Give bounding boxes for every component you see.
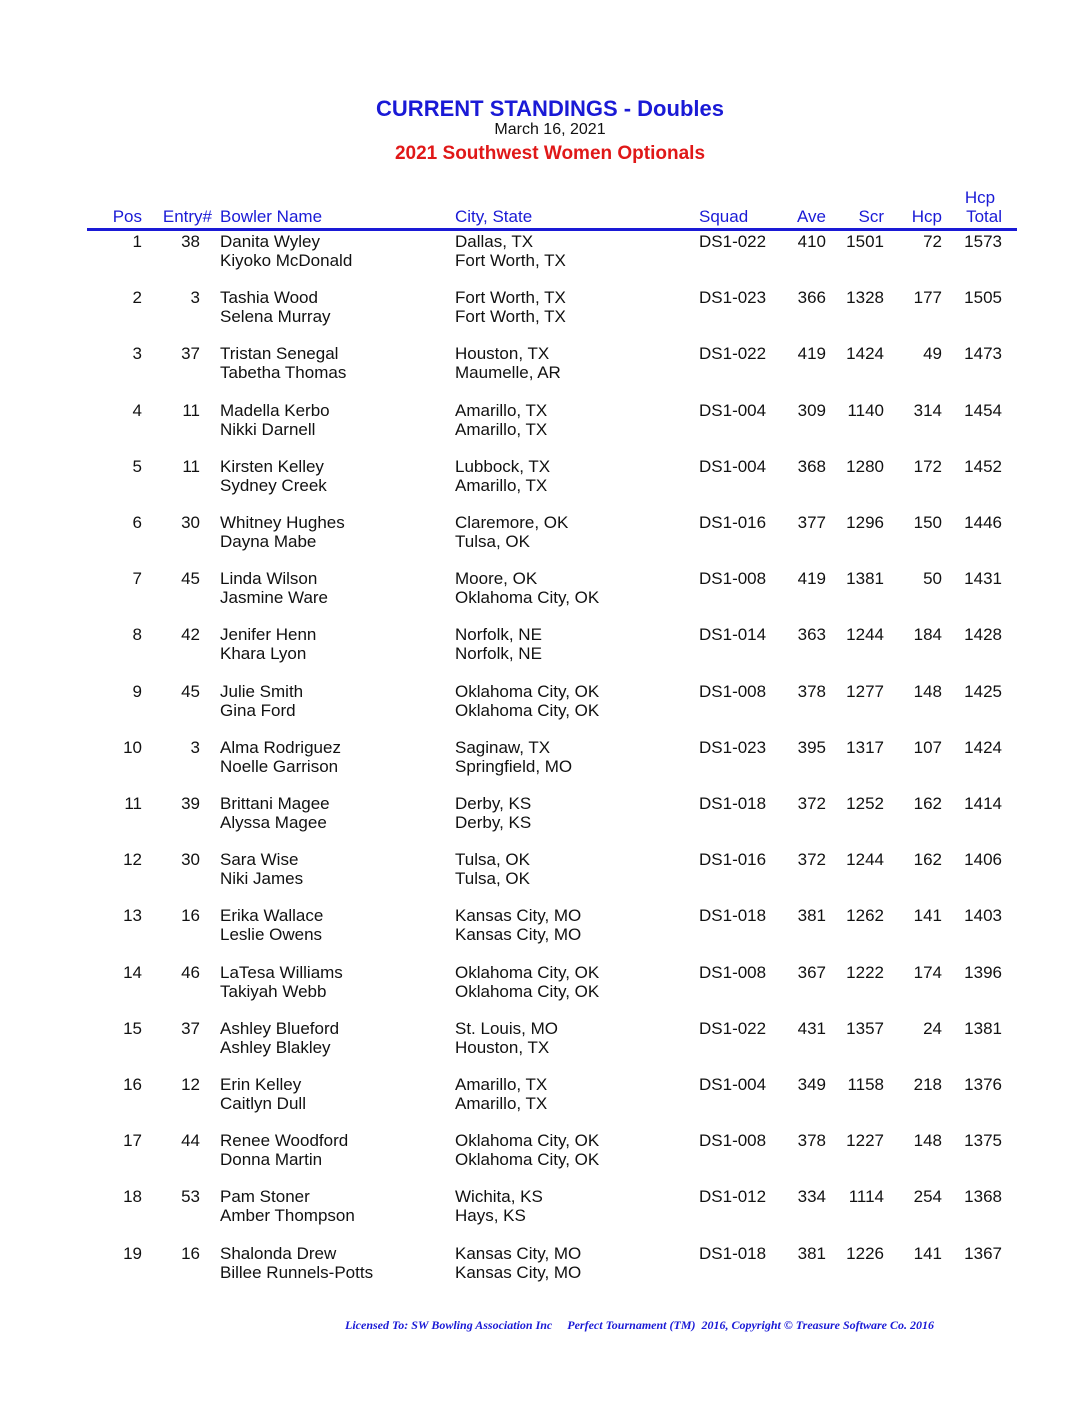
cell-entry: 3 xyxy=(190,737,200,757)
cell-city: Oklahoma City, OK xyxy=(455,962,600,982)
header-pos: Pos xyxy=(112,207,142,226)
cell-name: Billee Runnels-Potts xyxy=(220,1262,374,1282)
cell-scr: 1227 xyxy=(846,1131,884,1151)
cell-total: 1403 xyxy=(964,906,1002,926)
footer-licensed: Licensed To: SW Bowling Association Inc xyxy=(345,1318,553,1332)
cell-city: Fort Worth, TX xyxy=(455,251,566,270)
cell-total: 1425 xyxy=(964,681,1002,701)
cell-scr: 1317 xyxy=(846,737,884,757)
cell-city: Kansas City, MO xyxy=(455,1262,582,1282)
cell-pos: 19 xyxy=(123,1243,142,1263)
cell-city: Claremore, OK xyxy=(455,513,569,532)
cell-scr: 1357 xyxy=(846,1018,884,1038)
cell-scr: 1381 xyxy=(846,569,884,589)
header-scr: Scr xyxy=(858,207,884,226)
cell-scr: 1296 xyxy=(846,513,884,532)
cell-hcp: 314 xyxy=(913,400,942,420)
cell-name: Danita Wyley xyxy=(220,232,320,251)
cell-total: 1573 xyxy=(964,232,1002,251)
cell-total: 1454 xyxy=(964,400,1002,420)
cell-entry: 11 xyxy=(182,456,200,476)
cell-name: LaTesa Williams xyxy=(220,962,343,982)
cell-ave: 368 xyxy=(797,456,826,476)
cell-squad: DS1-016 xyxy=(699,850,767,870)
cell-scr: 1328 xyxy=(846,288,884,308)
cell-city: Amarillo, TX xyxy=(455,419,548,439)
cell-total: 1505 xyxy=(964,288,1002,308)
cell-ave: 377 xyxy=(797,513,826,532)
cell-ave: 309 xyxy=(797,400,826,420)
cell-name: Tashia Wood xyxy=(220,288,318,308)
cell-name: Whitney Hughes xyxy=(220,513,345,532)
event-name: 2021 Southwest Women Optionals xyxy=(394,143,706,164)
cell-pos: 3 xyxy=(132,344,142,364)
cell-city: Amarillo, TX xyxy=(455,475,548,495)
cell-city: Oklahoma City, OK xyxy=(455,981,600,1001)
cell-entry: 44 xyxy=(181,1131,200,1151)
cell-ave: 363 xyxy=(797,625,826,645)
cell-total: 1368 xyxy=(964,1187,1002,1207)
cell-name: Caitlyn Dull xyxy=(220,1094,306,1113)
cell-name: Leslie Owens xyxy=(220,925,323,945)
cell-pos: 17 xyxy=(123,1131,142,1151)
cell-city: Kansas City, MO xyxy=(455,1243,582,1263)
cell-ave: 419 xyxy=(797,569,826,589)
cell-pos: 11 xyxy=(124,794,142,813)
cell-pos: 15 xyxy=(123,1018,142,1038)
cell-entry: 45 xyxy=(181,569,200,589)
cell-entry: 30 xyxy=(181,850,200,870)
cell-pos: 4 xyxy=(132,400,142,420)
cell-city: Hays, KS xyxy=(455,1206,526,1226)
cell-hcp: 50 xyxy=(923,569,942,589)
header-hcp: Hcp xyxy=(911,207,942,226)
cell-hcp: 174 xyxy=(913,962,942,982)
cell-scr: 1140 xyxy=(847,400,884,420)
cell-entry: 46 xyxy=(181,962,200,982)
cell-scr: 1277 xyxy=(846,681,884,701)
cell-name: Noelle Garrison xyxy=(220,756,339,776)
cell-hcp: 141 xyxy=(913,906,942,926)
cell-city: Fort Worth, TX xyxy=(455,288,566,308)
cell-total: 1406 xyxy=(964,850,1002,870)
header-city-state: City, State xyxy=(455,207,533,226)
cell-ave: 381 xyxy=(797,1243,826,1263)
cell-city: Amarillo, TX xyxy=(455,1075,548,1094)
cell-squad: DS1-016 xyxy=(699,513,767,532)
footer-copyright: Perfect Tournament (TM) 2016, Copyright © Treasure Software Co. 2016 xyxy=(567,1318,935,1332)
header-divider xyxy=(87,228,1017,231)
cell-entry: 37 xyxy=(181,1018,200,1038)
cell-pos: 16 xyxy=(123,1075,142,1094)
header-hcp-total-top: Hcp xyxy=(964,188,996,207)
cell-city: Houston, TX xyxy=(455,1037,550,1057)
cell-entry: 11 xyxy=(182,400,200,420)
header-bowler-name: Bowler Name xyxy=(220,207,323,226)
cell-ave: 419 xyxy=(797,344,826,364)
cell-ave: 372 xyxy=(797,850,826,870)
cell-pos: 12 xyxy=(123,850,142,870)
cell-city: Kansas City, MO xyxy=(455,906,582,926)
cell-squad: DS1-008 xyxy=(699,962,767,982)
cell-name: Kiyoko McDonald xyxy=(220,251,353,270)
cell-entry: 16 xyxy=(181,906,200,926)
page-title: CURRENT STANDINGS - Doubles xyxy=(376,96,724,121)
cell-pos: 18 xyxy=(123,1187,142,1207)
cell-pos: 13 xyxy=(123,906,142,926)
cell-city: Norfolk, NE xyxy=(455,644,542,664)
cell-squad: DS1-008 xyxy=(699,569,767,589)
cell-pos: 7 xyxy=(132,569,142,589)
cell-squad: DS1-012 xyxy=(699,1187,767,1207)
footer xyxy=(345,1318,934,1333)
cell-name: Sara Wise xyxy=(220,850,299,870)
cell-total: 1375 xyxy=(964,1131,1002,1151)
cell-scr: 1226 xyxy=(846,1243,884,1263)
cell-entry: 39 xyxy=(181,794,200,813)
cell-name: Jasmine Ware xyxy=(220,588,329,608)
cell-hcp: 107 xyxy=(913,737,942,757)
cell-pos: 5 xyxy=(132,456,142,476)
cell-hcp: 184 xyxy=(913,625,942,645)
cell-squad: DS1-004 xyxy=(699,400,767,420)
cell-name: Alma Rodriguez xyxy=(220,737,341,757)
cell-name: Erika Wallace xyxy=(220,906,324,926)
cell-city: Tulsa, OK xyxy=(455,850,530,870)
cell-total: 1376 xyxy=(964,1075,1002,1094)
cell-ave: 367 xyxy=(797,962,826,982)
cell-total: 1424 xyxy=(964,737,1002,757)
cell-ave: 381 xyxy=(797,906,826,926)
cell-name: Ashley Blakley xyxy=(220,1037,331,1057)
cell-ave: 378 xyxy=(797,681,826,701)
cell-squad: DS1-004 xyxy=(699,456,767,476)
cell-name: Tristan Senegal xyxy=(220,344,339,364)
cell-entry: 16 xyxy=(181,1243,200,1263)
cell-squad: DS1-004 xyxy=(699,1075,767,1094)
cell-scr: 1262 xyxy=(846,906,884,926)
cell-pos: 14 xyxy=(123,962,142,982)
cell-city: Springfield, MO xyxy=(455,756,573,776)
cell-city: Kansas City, MO xyxy=(455,925,582,945)
cell-name: Gina Ford xyxy=(220,700,296,720)
cell-name: Khara Lyon xyxy=(220,644,307,664)
cell-ave: 372 xyxy=(797,794,826,813)
cell-total: 1381 xyxy=(964,1018,1002,1038)
cell-squad: DS1-018 xyxy=(699,906,767,926)
cell-entry: 42 xyxy=(181,625,200,645)
cell-ave: 349 xyxy=(797,1075,826,1094)
cell-squad: DS1-022 xyxy=(699,1018,767,1038)
cell-name: Renee Woodford xyxy=(220,1131,349,1151)
cell-name: Kirsten Kelley xyxy=(220,456,324,476)
cell-name: Niki James xyxy=(220,869,304,889)
cell-name: Dayna Mabe xyxy=(220,532,317,551)
cell-name: Tabetha Thomas xyxy=(220,363,347,383)
cell-name: Nikki Darnell xyxy=(220,419,316,439)
header-entry: Entry# xyxy=(162,207,212,226)
cell-city: Oklahoma City, OK xyxy=(455,1131,600,1151)
cell-pos: 10 xyxy=(123,737,142,757)
cell-squad: DS1-014 xyxy=(699,625,767,645)
cell-pos: 8 xyxy=(132,625,142,645)
cell-city: Oklahoma City, OK xyxy=(455,700,600,720)
cell-scr: 1222 xyxy=(846,962,884,982)
cell-city: Oklahoma City, OK xyxy=(455,588,600,608)
cell-city: Saginaw, TX xyxy=(455,737,551,757)
cell-total: 1396 xyxy=(964,962,1002,982)
cell-pos: 2 xyxy=(132,288,142,308)
cell-squad: DS1-008 xyxy=(699,681,767,701)
cell-name: Shalonda Drew xyxy=(220,1243,337,1263)
cell-name: Pam Stoner xyxy=(220,1187,310,1207)
report-date: March 16, 2021 xyxy=(494,121,606,138)
cell-hcp: 148 xyxy=(913,1131,942,1151)
cell-ave: 378 xyxy=(797,1131,826,1151)
cell-ave: 366 xyxy=(797,288,826,308)
cell-hcp: 24 xyxy=(923,1018,942,1038)
cell-city: Moore, OK xyxy=(455,569,538,589)
cell-pos: 6 xyxy=(132,513,142,532)
cell-squad: DS1-018 xyxy=(699,1243,767,1263)
cell-squad: DS1-023 xyxy=(699,288,767,308)
cell-city: Wichita, KS xyxy=(455,1187,543,1207)
cell-hcp: 72 xyxy=(923,232,942,251)
cell-hcp: 254 xyxy=(913,1187,942,1207)
cell-entry: 45 xyxy=(181,681,200,701)
cell-entry: 30 xyxy=(181,513,200,532)
cell-name: Amber Thompson xyxy=(220,1206,355,1226)
header-ave: Ave xyxy=(797,207,826,226)
cell-squad: DS1-018 xyxy=(699,794,767,813)
cell-city: Amarillo, TX xyxy=(455,1094,548,1113)
cell-entry: 37 xyxy=(181,344,200,364)
cell-hcp: 162 xyxy=(913,850,942,870)
cell-ave: 334 xyxy=(797,1187,826,1207)
cell-name: Alyssa Magee xyxy=(220,813,327,832)
cell-name: Ashley Blueford xyxy=(220,1018,340,1038)
cell-total: 1452 xyxy=(964,456,1002,476)
cell-hcp: 148 xyxy=(913,681,942,701)
cell-total: 1428 xyxy=(964,625,1002,645)
cell-name: Madella Kerbo xyxy=(220,400,330,420)
cell-city: Derby, KS xyxy=(455,813,532,832)
cell-hcp: 162 xyxy=(913,794,942,813)
cell-scr: 1501 xyxy=(846,232,884,251)
cell-pos: 1 xyxy=(132,232,142,251)
cell-squad: DS1-022 xyxy=(699,232,767,251)
cell-scr: 1244 xyxy=(846,850,884,870)
cell-scr: 1424 xyxy=(846,344,884,364)
cell-total: 1367 xyxy=(964,1243,1002,1263)
cell-city: Fort Worth, TX xyxy=(455,307,566,327)
cell-city: Dallas, TX xyxy=(455,232,534,251)
header-total: Total xyxy=(966,207,1002,226)
cell-total: 1473 xyxy=(964,344,1002,364)
cell-scr: 1280 xyxy=(846,456,884,476)
cell-hcp: 177 xyxy=(913,288,942,308)
cell-city: Oklahoma City, OK xyxy=(455,1150,600,1170)
cell-city: St. Louis, MO xyxy=(455,1018,558,1038)
cell-city: Tulsa, OK xyxy=(455,532,530,551)
cell-name: Takiyah Webb xyxy=(220,981,327,1001)
cell-city: Oklahoma City, OK xyxy=(455,681,600,701)
cell-scr: 1158 xyxy=(847,1075,884,1094)
cell-total: 1414 xyxy=(964,794,1002,813)
cell-ave: 395 xyxy=(797,737,826,757)
cell-squad: DS1-008 xyxy=(699,1131,767,1151)
cell-city: Amarillo, TX xyxy=(455,400,548,420)
cell-squad: DS1-023 xyxy=(699,737,767,757)
cell-entry: 38 xyxy=(181,232,200,251)
cell-entry: 3 xyxy=(190,288,200,308)
cell-name: Jenifer Henn xyxy=(220,625,317,645)
cell-hcp: 218 xyxy=(913,1075,942,1094)
cell-name: Selena Murray xyxy=(220,307,331,327)
cell-hcp: 49 xyxy=(923,344,942,364)
cell-scr: 1252 xyxy=(846,794,884,813)
cell-name: Sydney Creek xyxy=(220,475,327,495)
header-squad: Squad xyxy=(699,207,749,226)
cell-city: Houston, TX xyxy=(455,344,550,364)
cell-total: 1446 xyxy=(964,513,1002,532)
cell-squad: DS1-022 xyxy=(699,344,767,364)
cell-city: Lubbock, TX xyxy=(455,456,551,476)
cell-name: Donna Martin xyxy=(220,1150,323,1170)
cell-city: Maumelle, AR xyxy=(455,363,561,383)
cell-hcp: 141 xyxy=(913,1243,942,1263)
cell-name: Linda Wilson xyxy=(220,569,318,589)
cell-pos: 9 xyxy=(132,681,142,701)
cell-entry: 53 xyxy=(181,1187,200,1207)
cell-name: Julie Smith xyxy=(220,681,304,701)
cell-city: Tulsa, OK xyxy=(455,869,530,889)
cell-ave: 410 xyxy=(797,232,826,251)
cell-city: Derby, KS xyxy=(455,794,532,813)
cell-scr: 1114 xyxy=(848,1187,884,1207)
cell-name: Erin Kelley xyxy=(220,1075,302,1094)
cell-scr: 1244 xyxy=(846,625,884,645)
cell-hcp: 150 xyxy=(913,513,942,532)
cell-total: 1431 xyxy=(964,569,1002,589)
cell-hcp: 172 xyxy=(913,456,942,476)
cell-ave: 431 xyxy=(797,1018,826,1038)
cell-name: Brittani Magee xyxy=(220,794,330,813)
cell-city: Norfolk, NE xyxy=(455,625,542,645)
cell-entry: 12 xyxy=(181,1075,200,1094)
